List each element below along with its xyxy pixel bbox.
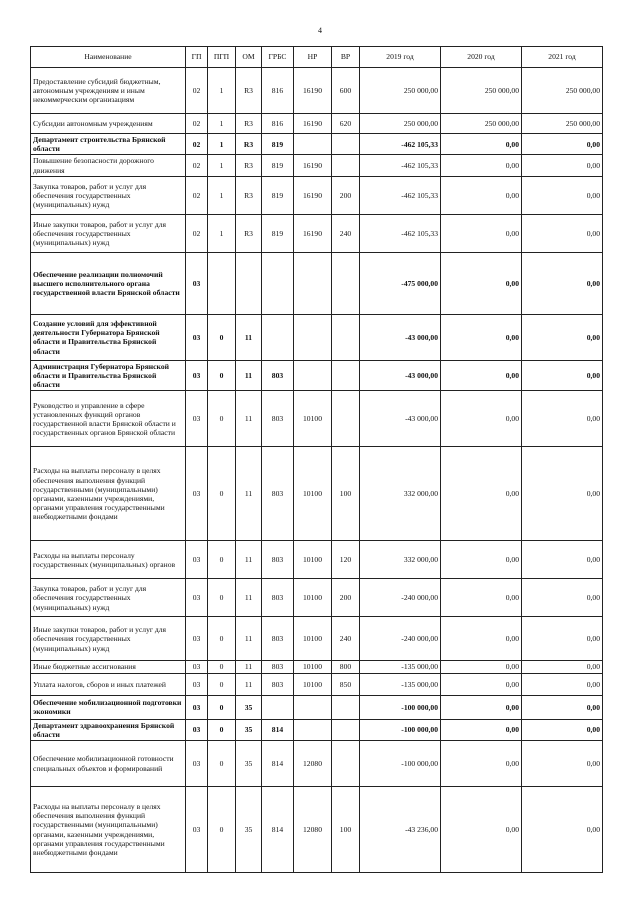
- cell-om: 11: [236, 314, 262, 360]
- cell-2020: 0,00: [441, 719, 522, 740]
- cell-pgp: 0: [208, 391, 236, 447]
- table-row: [31, 695, 603, 719]
- cell-pgp: 0: [208, 579, 236, 617]
- table-row: [31, 719, 603, 740]
- cell-2019: -43 236,00: [360, 787, 441, 873]
- table-row: [31, 360, 603, 391]
- cell-vr: [332, 252, 360, 314]
- cell-gp: 02: [186, 114, 208, 134]
- cell-om: 11: [236, 360, 262, 391]
- cell-gp: 03: [186, 579, 208, 617]
- cell-nr: 16190: [294, 214, 332, 252]
- cell-gp: 03: [186, 617, 208, 661]
- cell-gp: 02: [186, 155, 208, 176]
- row-name: Обеспечение реализации полномочий высшего исполнительного органа государственной власти Брянской области: [31, 252, 186, 314]
- cell-2020: 0,00: [441, 314, 522, 360]
- cell-nr: 10100: [294, 617, 332, 661]
- cell-grbs: 816: [262, 114, 294, 134]
- table-row: [31, 68, 603, 114]
- cell-om: 11: [236, 579, 262, 617]
- cell-grbs: 803: [262, 541, 294, 579]
- cell-2021: 0,00: [522, 391, 603, 447]
- row-name: Повышение безопасности дорожного движения: [31, 155, 186, 176]
- cell-2019: 332 000,00: [360, 447, 441, 541]
- cell-gp: 03: [186, 695, 208, 719]
- cell-gp: 03: [186, 541, 208, 579]
- cell-pgp: 0: [208, 447, 236, 541]
- cell-2020: 0,00: [441, 360, 522, 391]
- cell-2021: 0,00: [522, 541, 603, 579]
- cell-2020: 0,00: [441, 155, 522, 176]
- cell-vr: [332, 360, 360, 391]
- cell-gp: 03: [186, 447, 208, 541]
- cell-grbs: 819: [262, 134, 294, 155]
- cell-nr: 10100: [294, 541, 332, 579]
- table-row: [31, 787, 603, 873]
- cell-gp: 02: [186, 214, 208, 252]
- cell-2020: 0,00: [441, 447, 522, 541]
- row-name: Департамент здравоохранения Брянской области: [31, 719, 186, 740]
- cell-vr: 600: [332, 68, 360, 114]
- cell-pgp: 0: [208, 741, 236, 787]
- cell-grbs: 803: [262, 391, 294, 447]
- cell-nr: [294, 314, 332, 360]
- cell-gp: 02: [186, 68, 208, 114]
- cell-nr: [294, 719, 332, 740]
- cell-grbs: 819: [262, 155, 294, 176]
- cell-2019: -43 000,00: [360, 391, 441, 447]
- cell-2019: -462 105,33: [360, 214, 441, 252]
- cell-gp: 03: [186, 719, 208, 740]
- row-name: Обеспечение мобилизационной подготовки экономики: [31, 695, 186, 719]
- header-grbs: ГРБС: [262, 47, 294, 68]
- cell-om: R3: [236, 134, 262, 155]
- cell-grbs: 814: [262, 719, 294, 740]
- cell-2021: 0,00: [522, 176, 603, 214]
- page-number: 4: [318, 26, 322, 35]
- row-name: Расходы на выплаты персоналу в целях обеспечения выполнения функций государственными (муниципальными) органами, казенными учреждениями, органами управления государственными внебюджетными фондами: [31, 447, 186, 541]
- cell-2020: 0,00: [441, 214, 522, 252]
- cell-2020: 0,00: [441, 134, 522, 155]
- cell-grbs: 819: [262, 214, 294, 252]
- cell-om: 11: [236, 391, 262, 447]
- cell-grbs: 803: [262, 617, 294, 661]
- cell-2021: 0,00: [522, 579, 603, 617]
- table-row: [31, 252, 603, 314]
- row-name: Обеспечение мобилизационной готовности специальных объектов и формирований: [31, 741, 186, 787]
- cell-grbs: 803: [262, 447, 294, 541]
- cell-gp: 03: [186, 673, 208, 695]
- cell-pgp: 1: [208, 155, 236, 176]
- cell-grbs: [262, 314, 294, 360]
- header-vr: ВР: [332, 47, 360, 68]
- cell-nr: 16190: [294, 68, 332, 114]
- cell-gp: 03: [186, 252, 208, 314]
- cell-grbs: 814: [262, 787, 294, 873]
- cell-vr: 240: [332, 214, 360, 252]
- cell-vr: [332, 314, 360, 360]
- cell-gp: 02: [186, 176, 208, 214]
- header-nr: НР: [294, 47, 332, 68]
- cell-2020: 0,00: [441, 741, 522, 787]
- cell-2021: 0,00: [522, 214, 603, 252]
- cell-2021: 250 000,00: [522, 68, 603, 114]
- cell-2020: 0,00: [441, 252, 522, 314]
- table-row: [31, 617, 603, 661]
- cell-2020: 0,00: [441, 661, 522, 673]
- cell-grbs: 803: [262, 360, 294, 391]
- header-2019: 2019 год: [360, 47, 441, 68]
- cell-vr: [332, 391, 360, 447]
- table-row: [31, 314, 603, 360]
- cell-vr: 100: [332, 787, 360, 873]
- row-name: Иные закупки товаров, работ и услуг для обеспечения государственных (муниципальных) нужд: [31, 617, 186, 661]
- row-name: Администрация Губернатора Брянской области и Правительства Брянской области: [31, 360, 186, 391]
- cell-2021: 0,00: [522, 673, 603, 695]
- row-name: Уплата налогов, сборов и иных платежей: [31, 673, 186, 695]
- table-row: [31, 447, 603, 541]
- header-gp: ГП: [186, 47, 208, 68]
- cell-vr: 620: [332, 114, 360, 134]
- cell-2020: 0,00: [441, 617, 522, 661]
- cell-pgp: 1: [208, 134, 236, 155]
- cell-om: R3: [236, 176, 262, 214]
- cell-2021: 0,00: [522, 447, 603, 541]
- cell-om: 35: [236, 695, 262, 719]
- cell-nr: 12080: [294, 741, 332, 787]
- cell-vr: 800: [332, 661, 360, 673]
- cell-2021: 0,00: [522, 314, 603, 360]
- cell-grbs: 814: [262, 741, 294, 787]
- cell-nr: [294, 252, 332, 314]
- cell-pgp: 1: [208, 68, 236, 114]
- cell-nr: 10100: [294, 579, 332, 617]
- cell-2019: -100 000,00: [360, 719, 441, 740]
- table-row: [31, 541, 603, 579]
- cell-om: 11: [236, 447, 262, 541]
- cell-om: R3: [236, 114, 262, 134]
- cell-nr: 10100: [294, 673, 332, 695]
- cell-grbs: 819: [262, 176, 294, 214]
- cell-2021: 0,00: [522, 787, 603, 873]
- cell-2019: -135 000,00: [360, 673, 441, 695]
- cell-pgp: 0: [208, 617, 236, 661]
- header-2021: 2021 год: [522, 47, 603, 68]
- cell-om: [236, 252, 262, 314]
- cell-2021: 0,00: [522, 360, 603, 391]
- cell-2020: 0,00: [441, 579, 522, 617]
- cell-pgp: 0: [208, 541, 236, 579]
- table-row: [31, 673, 603, 695]
- table-row: [31, 114, 603, 134]
- cell-2020: 0,00: [441, 673, 522, 695]
- row-name: Руководство и управление в сфере установленных функций органов государственной власти Брянской области и государственных органов Брянской области: [31, 391, 186, 447]
- cell-gp: 03: [186, 661, 208, 673]
- cell-2021: 250 000,00: [522, 114, 603, 134]
- cell-pgp: 1: [208, 114, 236, 134]
- cell-2019: -462 105,33: [360, 176, 441, 214]
- cell-nr: 10100: [294, 391, 332, 447]
- row-name: Предоставление субсидий бюджетным, автономным учреждениям и иным некоммерческим организациям: [31, 68, 186, 114]
- cell-vr: [332, 695, 360, 719]
- cell-grbs: [262, 695, 294, 719]
- cell-om: 11: [236, 673, 262, 695]
- cell-vr: 120: [332, 541, 360, 579]
- table-row: [31, 134, 603, 155]
- row-name: Расходы на выплаты персоналу в целях обеспечения выполнения функций государственными (муниципальными) органами, казенными учреждениями, органами управления государственными внебюджетными фондами: [31, 787, 186, 873]
- cell-2020: 0,00: [441, 787, 522, 873]
- cell-om: 35: [236, 787, 262, 873]
- table-row: [31, 176, 603, 214]
- cell-pgp: 0: [208, 673, 236, 695]
- cell-om: R3: [236, 155, 262, 176]
- cell-2020: 0,00: [441, 391, 522, 447]
- cell-nr: 10100: [294, 661, 332, 673]
- cell-vr: [332, 134, 360, 155]
- table-row: [31, 579, 603, 617]
- cell-2021: 0,00: [522, 252, 603, 314]
- budget-table: [30, 46, 603, 873]
- header-2020: 2020 год: [441, 47, 522, 68]
- cell-2019: -475 000,00: [360, 252, 441, 314]
- cell-2019: 250 000,00: [360, 114, 441, 134]
- cell-2021: 0,00: [522, 695, 603, 719]
- cell-vr: 240: [332, 617, 360, 661]
- table-row: [31, 661, 603, 673]
- cell-om: 11: [236, 661, 262, 673]
- cell-vr: [332, 155, 360, 176]
- row-name: Закупка товаров, работ и услуг для обеспечения государственных (муниципальных) нужд: [31, 579, 186, 617]
- cell-grbs: [262, 252, 294, 314]
- cell-2019: -43 000,00: [360, 314, 441, 360]
- cell-gp: 03: [186, 314, 208, 360]
- cell-2019: -43 000,00: [360, 360, 441, 391]
- cell-nr: [294, 134, 332, 155]
- cell-2019: -100 000,00: [360, 695, 441, 719]
- cell-nr: [294, 360, 332, 391]
- cell-2021: 0,00: [522, 617, 603, 661]
- cell-vr: [332, 741, 360, 787]
- table-row: [31, 741, 603, 787]
- cell-vr: [332, 719, 360, 740]
- cell-grbs: 803: [262, 579, 294, 617]
- cell-gp: 03: [186, 391, 208, 447]
- header-row: [31, 47, 603, 68]
- cell-nr: 16190: [294, 114, 332, 134]
- cell-pgp: 0: [208, 661, 236, 673]
- header-om: ОМ: [236, 47, 262, 68]
- row-name: Департамент строительства Брянской области: [31, 134, 186, 155]
- cell-om: R3: [236, 68, 262, 114]
- cell-pgp: 0: [208, 314, 236, 360]
- cell-gp: 03: [186, 360, 208, 391]
- cell-grbs: 803: [262, 673, 294, 695]
- cell-2021: 0,00: [522, 155, 603, 176]
- row-name: Иные закупки товаров, работ и услуг для обеспечения государственных (муниципальных) нужд: [31, 214, 186, 252]
- row-name: Создание условий для эффективной деятельности Губернатора Брянской области и Правительства Брянской области: [31, 314, 186, 360]
- cell-nr: 16190: [294, 176, 332, 214]
- cell-2020: 250 000,00: [441, 68, 522, 114]
- cell-pgp: 0: [208, 695, 236, 719]
- row-name: Закупка товаров, работ и услуг для обеспечения государственных (муниципальных) нужд: [31, 176, 186, 214]
- cell-vr: 200: [332, 579, 360, 617]
- cell-2019: -240 000,00: [360, 617, 441, 661]
- cell-om: R3: [236, 214, 262, 252]
- cell-pgp: [208, 252, 236, 314]
- cell-2020: 0,00: [441, 541, 522, 579]
- cell-nr: 16190: [294, 155, 332, 176]
- cell-nr: [294, 695, 332, 719]
- cell-2019: -240 000,00: [360, 579, 441, 617]
- cell-2021: 0,00: [522, 661, 603, 673]
- cell-gp: 03: [186, 741, 208, 787]
- cell-2019: -462 105,33: [360, 134, 441, 155]
- table-row: [31, 391, 603, 447]
- cell-pgp: 1: [208, 176, 236, 214]
- header-pgp: ПГП: [208, 47, 236, 68]
- cell-pgp: 0: [208, 787, 236, 873]
- cell-gp: 03: [186, 787, 208, 873]
- cell-grbs: 816: [262, 68, 294, 114]
- cell-pgp: 0: [208, 719, 236, 740]
- cell-vr: 200: [332, 176, 360, 214]
- cell-pgp: 1: [208, 214, 236, 252]
- cell-2019: -135 000,00: [360, 661, 441, 673]
- table-row: [31, 155, 603, 176]
- cell-nr: 12080: [294, 787, 332, 873]
- row-name: Иные бюджетные ассигнования: [31, 661, 186, 673]
- cell-2020: 0,00: [441, 695, 522, 719]
- cell-om: 35: [236, 719, 262, 740]
- cell-2021: 0,00: [522, 719, 603, 740]
- row-name: Субсидии автономным учреждениям: [31, 114, 186, 134]
- header-name: Наименование: [31, 47, 186, 68]
- cell-gp: 02: [186, 134, 208, 155]
- cell-grbs: 803: [262, 661, 294, 673]
- cell-om: 35: [236, 741, 262, 787]
- cell-om: 11: [236, 617, 262, 661]
- row-name: Расходы на выплаты персоналу государственных (муниципальных) органов: [31, 541, 186, 579]
- cell-2019: 332 000,00: [360, 541, 441, 579]
- cell-vr: 100: [332, 447, 360, 541]
- cell-2020: 250 000,00: [441, 114, 522, 134]
- cell-om: 11: [236, 541, 262, 579]
- cell-vr: 850: [332, 673, 360, 695]
- cell-2019: -462 105,33: [360, 155, 441, 176]
- table-row: [31, 214, 603, 252]
- cell-2021: 0,00: [522, 134, 603, 155]
- cell-nr: 10100: [294, 447, 332, 541]
- cell-2021: 0,00: [522, 741, 603, 787]
- cell-2020: 0,00: [441, 176, 522, 214]
- cell-2019: 250 000,00: [360, 68, 441, 114]
- cell-pgp: 0: [208, 360, 236, 391]
- cell-2019: -100 000,00: [360, 741, 441, 787]
